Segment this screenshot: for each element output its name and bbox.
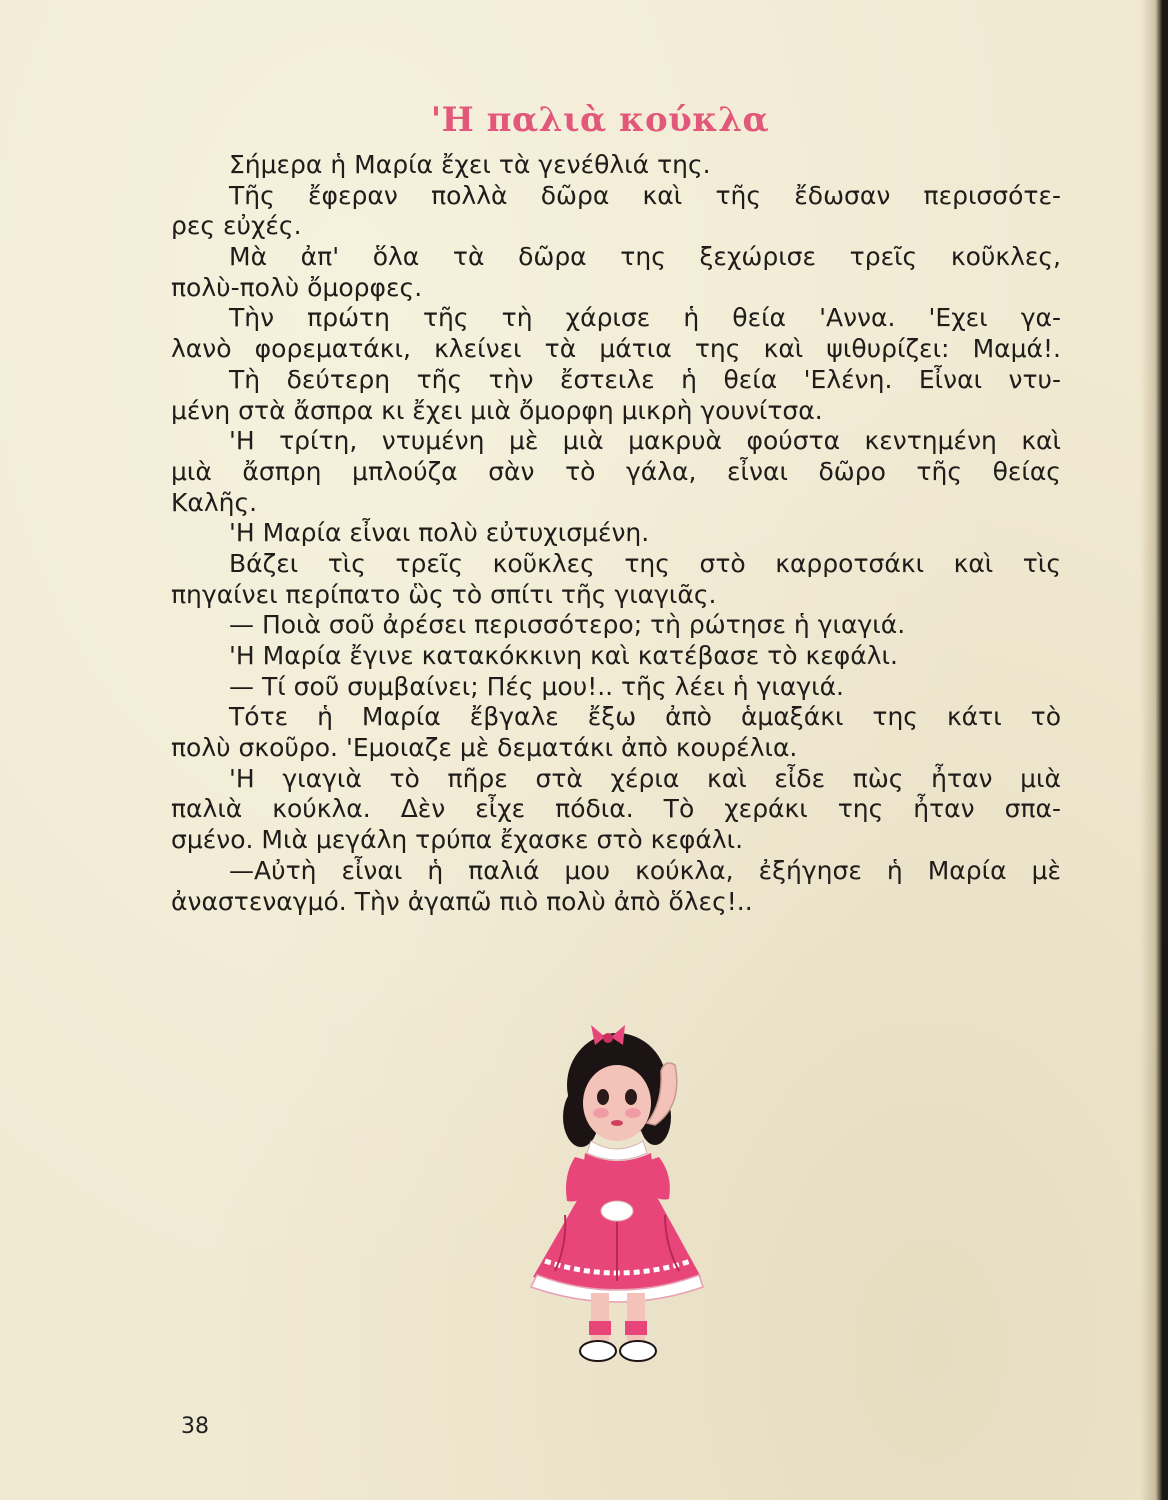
text-line: — Τί σοῦ συμβαίνει; Πές μου!.. τῆς λέει ἡ γιαγιά.: [229, 671, 845, 701]
text-line: λανὸ φορεματάκι, κλείνει τὰ μάτια της καὶ ψιθυρίζει: Μαμά!.: [171, 334, 1061, 364]
text-line: Βάζει τὶς τρεῖς κοῦκλες της στὸ καρροτσάκι καὶ τὶς: [229, 548, 1061, 578]
text-line: Τότε ἡ Μαρία ἔβγαλε ἔξω ἀπὸ ἁμαξάκι της κάτι τὸ: [229, 702, 1061, 732]
page-title: 'Η παλιὰ κούκλα: [430, 100, 770, 140]
text-line: 'Η τρίτη, ντυμένη μὲ μιὰ μακρυὰ φούστα κεντημένη καὶ: [229, 426, 1061, 456]
text-line: Τὴν πρώτη τῆς τὴ χάρισε ἡ θεία 'Αννα. 'Εχει γα-: [229, 303, 1061, 333]
text-line: πολὺ-πολὺ ὄμορφες.: [171, 272, 423, 302]
page-edge: [1140, 0, 1162, 1500]
text-line: παλιὰ κούκλα. Δὲν εἶχε πόδια. Τὸ χεράκι της ἦταν σπα-: [171, 794, 1061, 824]
page-number: 38: [181, 1414, 209, 1439]
text-line: πηγαίνει περίπατο ὣς τὸ σπίτι τῆς γιαγιᾶς.: [171, 579, 717, 609]
text-line: — Ποιὰ σοῦ ἀρέσει περισσότερο; τὴ ρώτησε ἡ γιαγιά.: [229, 610, 906, 640]
text-line: μένη στὰ ἄσπρα κι ἔχει μιὰ ὄμορφη μικρὴ γουνίτσα.: [171, 395, 823, 425]
text-line: ρες εὐχές.: [171, 211, 302, 241]
story-text: [171, 150, 1061, 917]
text-line: 'Η Μαρία ἔγινε κατακόκκινη καὶ κατέβασε τὸ κεφάλι.: [229, 641, 898, 670]
text-line: Καλῆς.: [171, 487, 258, 517]
doll-icon: [505, 1025, 735, 1375]
text-line: πολὺ σκοῦρο. 'Εμοιαζε μὲ δεματάκι ἀπὸ κουρέλια.: [171, 733, 798, 763]
text-line: σμένο. Μιὰ μεγάλη τρύπα ἔχασκε στὸ κεφάλι.: [171, 825, 744, 855]
text-line: Τῆς ἔφεραν πολλὰ δῶρα καὶ τῆς ἔδωσαν περισσότε-: [229, 180, 1061, 210]
text-line: ἀναστεναγμό. Τὴν ἀγαπῶ πιὸ πολὺ ἀπὸ ὅλες!..: [171, 886, 753, 916]
text-line: 'Η γιαγιὰ τὸ πῆρε στὰ χέρια καὶ εἶδε πὼς ἦταν μιὰ: [229, 763, 1061, 793]
text-line: Τὴ δεύτερη τῆς τὴν ἔστειλε ἡ θεία 'Ελένη. Εἶναι ντυ-: [229, 364, 1061, 394]
text-line: Σήμερα ἡ Μαρία ἔχει τὰ γενέθλιά της.: [229, 150, 711, 179]
text-line: 'Η Μαρία εἶναι πολὺ εὐτυχισμένη.: [229, 518, 650, 548]
text-line: Μὰ ἀπ' ὅλα τὰ δῶρα της ξεχώρισε τρεῖς κοῦκλες,: [229, 242, 1061, 272]
text-line: —Αὐτὴ εἶναι ἡ παλιά μου κούκλα, ἐξήγησε ἡ Μαρία μὲ: [229, 855, 1061, 885]
text-line: μιὰ ἄσπρη μπλούζα σὰν τὸ γάλα, εἶναι δῶρο τῆς θείας: [171, 456, 1061, 486]
